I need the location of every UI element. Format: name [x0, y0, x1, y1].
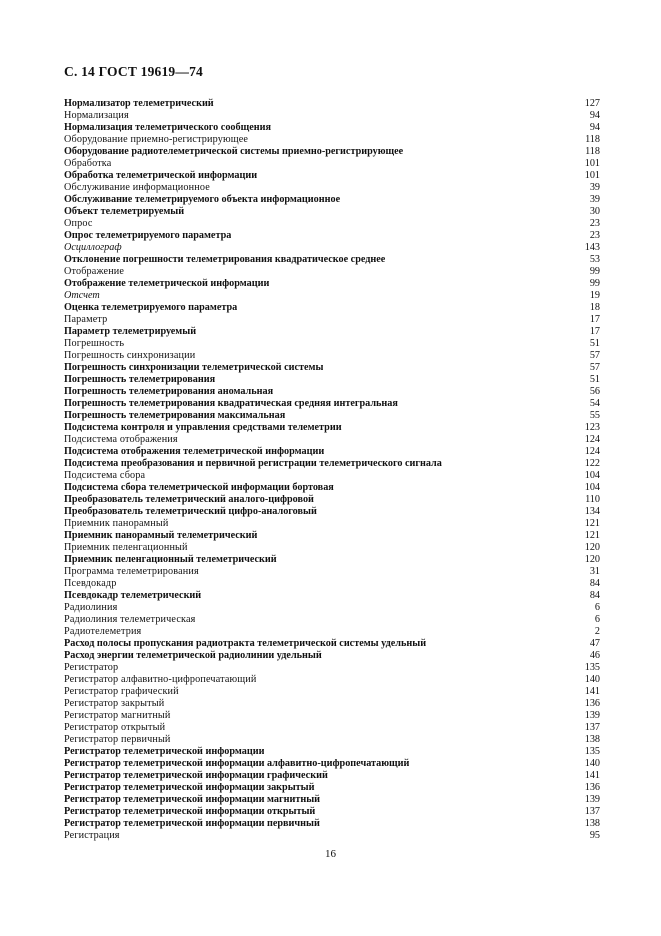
index-entry: [64, 662, 600, 674]
index-term: Радиотелеметрия: [64, 626, 142, 637]
index-term: Регистратор телеметрической информации открытый: [64, 806, 316, 817]
index-entry: [64, 362, 600, 374]
index-entry: [64, 554, 600, 566]
index-term: Обработка телеметрической информации: [64, 170, 258, 181]
index-page-number: 136: [584, 782, 600, 793]
index-page-number: 137: [584, 806, 600, 817]
index-page-number: 141: [584, 770, 600, 781]
index-term: Параметр телеметрируемый: [64, 326, 197, 337]
index-term: Регистратор: [64, 662, 119, 673]
index-page-number: 57: [589, 350, 600, 361]
index-entry: [64, 818, 600, 830]
index-term: Отображение телеметрической информации: [64, 278, 270, 289]
index-entry: [64, 350, 600, 362]
index-term: Подсистема отображения: [64, 434, 178, 445]
index-entry: [64, 338, 600, 350]
index-entry: [64, 506, 600, 518]
index-term: Погрешность телеметрирования аномальная: [64, 386, 274, 397]
index-entry: [64, 482, 600, 494]
index-entry: [64, 134, 600, 146]
index-page-number: 99: [589, 278, 600, 289]
index-entry: [64, 782, 600, 794]
index-term: Радиолиния телеметрическая: [64, 614, 196, 625]
index-page-number: 84: [589, 590, 600, 601]
index-term: Отображение: [64, 266, 125, 277]
index-entry: [64, 398, 600, 410]
index-term: Псевдокадр телеметрический: [64, 590, 202, 601]
index-term: Осциллограф: [64, 242, 122, 253]
index-page-number: 23: [589, 218, 600, 229]
index-page-number: 17: [589, 326, 600, 337]
index-page-number: 94: [589, 110, 600, 121]
index-page-number: 135: [584, 746, 600, 757]
index-term: Регистратор телеметрической информации графический: [64, 770, 328, 781]
index-entry: [64, 494, 600, 506]
index-page-number: 121: [584, 530, 600, 541]
index-page-number: 99: [589, 266, 600, 277]
index-entry: [64, 278, 600, 290]
index-term: Приемник пеленгационный телеметрический: [64, 554, 277, 565]
index-term: Погрешность телеметрирования: [64, 374, 216, 385]
index-page-number: 118: [585, 134, 600, 145]
index-entry: [64, 578, 600, 590]
index-term: Параметр: [64, 314, 108, 325]
index-page-number: 51: [589, 374, 600, 385]
index-term: Программа телеметрирования: [64, 566, 199, 577]
index-term: Регистрация: [64, 830, 120, 841]
index-page-number: 120: [584, 554, 600, 565]
index-entry: [64, 170, 600, 182]
index-term: Погрешность телеметрирования максимальная: [64, 410, 286, 421]
index-term: Регистратор графический: [64, 686, 179, 697]
page-number: 16: [325, 848, 336, 860]
index-entry: [64, 806, 600, 818]
index-term: Преобразователь телеметрический цифро-аналоговый: [64, 506, 317, 517]
index-page-number: 17: [589, 314, 600, 325]
index-entry: [64, 698, 600, 710]
index-term: Регистратор телеметрической информации: [64, 746, 265, 757]
index-page-number: 18: [589, 302, 600, 313]
index-entry: [64, 290, 600, 302]
index-term: Подсистема сбора: [64, 470, 146, 481]
index-page-number: 138: [584, 818, 600, 829]
index-page-number: 136: [584, 698, 600, 709]
index-entry: [64, 266, 600, 278]
index-page-number: 124: [584, 446, 600, 457]
index-page-number: 84: [589, 578, 600, 589]
index-page-number: 31: [589, 566, 600, 577]
index-page-number: 120: [584, 542, 600, 553]
index-page-number: 39: [589, 194, 600, 205]
index-entry: [64, 518, 600, 530]
index-page-number: 6: [594, 602, 600, 613]
index-page-number: 23: [589, 230, 600, 241]
index-term: Нормализация телеметрического сообщения: [64, 122, 271, 133]
index-term: Регистратор телеметрической информации первичный: [64, 818, 320, 829]
index-page-number: 95: [589, 830, 600, 841]
index-page-number: 30: [589, 206, 600, 217]
index-term: Погрешность: [64, 338, 125, 349]
index-entry: [64, 626, 600, 638]
index-page-number: 124: [584, 434, 600, 445]
index-entry: [64, 182, 600, 194]
index-page-number: 135: [584, 662, 600, 673]
index-entry: [64, 218, 600, 230]
index-entry: [64, 650, 600, 662]
index-page-number: 138: [584, 734, 600, 745]
index-term: Регистратор закрытый: [64, 698, 165, 709]
index-page-number: 139: [584, 794, 600, 805]
index-term: Приемник панорамный телеметрический: [64, 530, 258, 541]
index-entry: [64, 122, 600, 134]
index-entry: [64, 446, 600, 458]
index-entry: [64, 374, 600, 386]
index-page-number: 140: [584, 674, 600, 685]
index-entry: [64, 194, 600, 206]
index-page-number: 57: [589, 362, 600, 373]
index-entry: [64, 98, 600, 110]
index-term: Преобразователь телеметрический аналого-цифровой: [64, 494, 314, 505]
index-page-number: 122: [584, 458, 600, 469]
page-header: С. 14 ГОСТ 19619—74: [64, 64, 203, 79]
index-entry: [64, 470, 600, 482]
index-entry: [64, 758, 600, 770]
index-term: Оборудование приемно-регистрирующее: [64, 134, 249, 145]
index-page-number: 123: [584, 422, 600, 433]
term-index: [64, 98, 600, 842]
index-page-number: 6: [594, 614, 600, 625]
index-term: Обслуживание телеметрируемого объекта информационное: [64, 194, 341, 205]
index-page-number: 56: [589, 386, 600, 397]
index-entry: [64, 422, 600, 434]
index-entry: [64, 794, 600, 806]
index-entry: [64, 746, 600, 758]
index-entry: [64, 206, 600, 218]
index-term: Регистратор телеметрической информации закрытый: [64, 782, 315, 793]
index-entry: [64, 566, 600, 578]
index-entry: [64, 638, 600, 650]
index-page-number: 121: [584, 518, 600, 529]
index-term: Регистратор телеметрической информации алфавитно-цифропечатающий: [64, 758, 410, 769]
index-entry: [64, 410, 600, 422]
index-term: Приемник пеленгационный: [64, 542, 188, 553]
index-term: Погрешность синхронизации телеметрической системы: [64, 362, 324, 373]
index-entry: [64, 830, 600, 842]
index-page-number: 104: [584, 482, 600, 493]
index-page-number: 137: [584, 722, 600, 733]
index-term: Регистратор первичный: [64, 734, 171, 745]
index-page-number: 54: [589, 398, 600, 409]
index-term: Регистратор магнитный: [64, 710, 171, 721]
index-term: Опрос телеметрируемого параметра: [64, 230, 232, 241]
index-entry: [64, 242, 600, 254]
index-term: Подсистема преобразования и первичной регистрации телеметрического сигнала: [64, 458, 442, 469]
index-page-number: 55: [589, 410, 600, 421]
index-page-number: 47: [589, 638, 600, 649]
index-page-number: 139: [584, 710, 600, 721]
index-term: Радиолиния: [64, 602, 118, 613]
index-page-number: 51: [589, 338, 600, 349]
index-page-number: 101: [584, 170, 600, 181]
index-page-number: 118: [585, 146, 600, 157]
index-entry: [64, 158, 600, 170]
index-entry: [64, 254, 600, 266]
index-term: Отсчет: [64, 290, 100, 301]
index-term: Оценка телеметрируемого параметра: [64, 302, 238, 313]
index-term: Подсистема контроля и управления средствами телеметрии: [64, 422, 342, 433]
index-term: Погрешность телеметрирования квадратическая средняя интегральная: [64, 398, 398, 409]
index-term: Оборудование радиотелеметрической системы приемно-регистрирующее: [64, 146, 404, 157]
index-term: Расход энергии телеметрической радиолинии удельный: [64, 650, 322, 661]
index-term: Нормализатор телеметрический: [64, 98, 214, 109]
index-term: Обслуживание информационное: [64, 182, 210, 193]
index-term: Регистратор телеметрической информации магнитный: [64, 794, 321, 805]
index-entry: [64, 602, 600, 614]
index-term: Отклонение погрешности телеметрирования квадратическое среднее: [64, 254, 386, 265]
index-term: Погрешность синхронизации: [64, 350, 196, 361]
index-page-number: 104: [584, 470, 600, 481]
index-entry: [64, 542, 600, 554]
index-entry: [64, 434, 600, 446]
index-entry: [64, 674, 600, 686]
index-term: Приемник панорамный: [64, 518, 169, 529]
index-page-number: 143: [584, 242, 600, 253]
index-entry: [64, 686, 600, 698]
index-entry: [64, 314, 600, 326]
index-page-number: 101: [584, 158, 600, 169]
index-entry: [64, 386, 600, 398]
index-entry: [64, 146, 600, 158]
index-entry: [64, 530, 600, 542]
index-term: Объект телеметрируемый: [64, 206, 185, 217]
index-entry: [64, 614, 600, 626]
index-term: Подсистема отображения телеметрической информации: [64, 446, 325, 457]
index-term: Расход полосы пропускания радиотракта телеметрической системы удельный: [64, 638, 427, 649]
index-page-number: 39: [589, 182, 600, 193]
index-term: Опрос: [64, 218, 93, 229]
index-entry: [64, 590, 600, 602]
index-entry: [64, 770, 600, 782]
index-entry: [64, 110, 600, 122]
index-page-number: 141: [584, 686, 600, 697]
index-page-number: 46: [589, 650, 600, 661]
index-entry: [64, 458, 600, 470]
index-page-number: 19: [589, 290, 600, 301]
index-term: Обработка: [64, 158, 112, 169]
index-entry: [64, 710, 600, 722]
index-term: Псевдокадр: [64, 578, 117, 589]
index-term: Подсистема сбора телеметрической информации бортовая: [64, 482, 334, 493]
index-page-number: 2: [594, 626, 600, 637]
index-page-number: 127: [584, 98, 600, 109]
index-entry: [64, 302, 600, 314]
index-term: Нормализация: [64, 110, 129, 121]
index-term: Регистратор открытый: [64, 722, 166, 733]
index-page-number: 140: [584, 758, 600, 769]
index-entry: [64, 722, 600, 734]
index-entry: [64, 734, 600, 746]
index-page-number: 53: [589, 254, 600, 265]
index-term: Регистратор алфавитно-цифропечатающий: [64, 674, 257, 685]
index-page-number: 110: [585, 494, 600, 505]
index-page-number: 134: [584, 506, 600, 517]
index-entry: [64, 326, 600, 338]
index-entry: [64, 230, 600, 242]
index-page-number: 94: [589, 122, 600, 133]
